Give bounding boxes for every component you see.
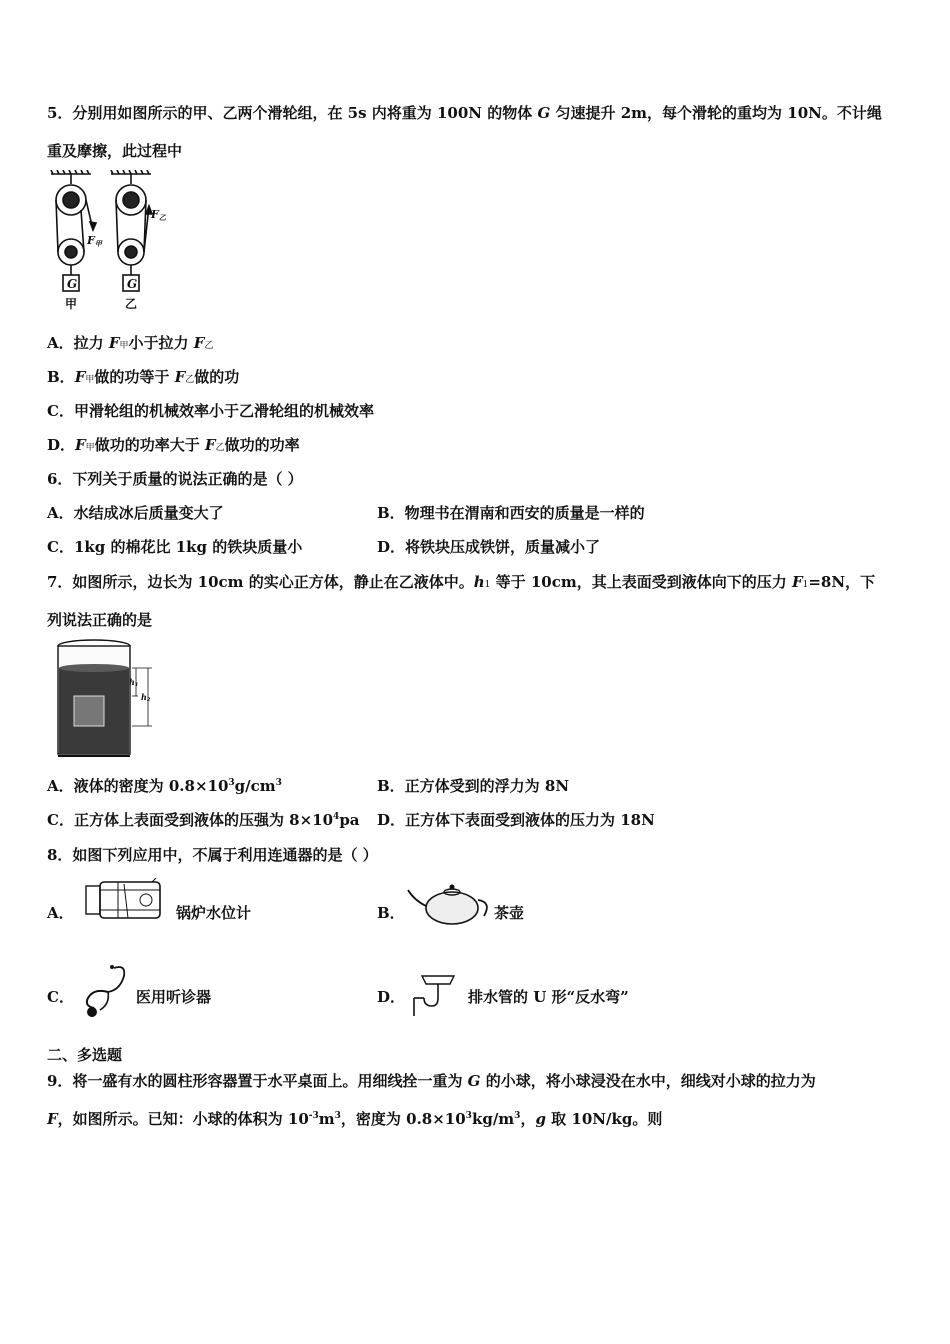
q5-option-a[interactable] bbox=[47, 332, 213, 353]
q9-stem-line1 bbox=[47, 1070, 816, 1091]
q7-text-a: 7．如图所示，边长为 10cm 的实心正方体，静止在乙液体中。 bbox=[47, 573, 474, 591]
q8-option-b-letter[interactable]: B． bbox=[377, 904, 405, 922]
q5-option-c[interactable]: C．甲滑轮组的机械效率小于乙滑轮组的机械效率 bbox=[47, 402, 374, 420]
q7c-exp: 4 bbox=[333, 812, 340, 822]
pulley-jia-group bbox=[51, 170, 96, 291]
boiler-gauge-image bbox=[84, 878, 172, 922]
q7-option-d[interactable]: D．正方体下表面受到液体的压力为 18N bbox=[377, 811, 655, 829]
q7a-mid: g/cm bbox=[234, 777, 276, 795]
q5b-s1: 甲 bbox=[85, 375, 95, 385]
q5a-s2: 乙 bbox=[204, 341, 214, 351]
q5a-f2: F bbox=[193, 334, 205, 352]
q8-option-d-letter[interactable]: D． bbox=[377, 988, 406, 1006]
q5-stem-line1 bbox=[47, 102, 882, 123]
q9-exp1: -3 bbox=[308, 1111, 319, 1121]
label-h1: h1 bbox=[129, 677, 139, 688]
q8-option-b-label: 茶壶 bbox=[494, 904, 525, 922]
q5d-post: 做功的功率 bbox=[224, 436, 300, 454]
q8-option-c-letter[interactable]: C． bbox=[47, 988, 74, 1006]
block-g-jia: G bbox=[67, 277, 78, 291]
q7-container-figure bbox=[52, 638, 162, 760]
q9-text-e: ，密度为 0.8×10 bbox=[340, 1110, 466, 1128]
force-label-jia: F甲 bbox=[87, 234, 102, 248]
q5-var-g: G bbox=[537, 104, 551, 122]
q7-option-c[interactable] bbox=[47, 809, 360, 830]
q9-var-g: G bbox=[467, 1072, 481, 1090]
stethoscope-image bbox=[74, 962, 136, 1020]
q5b-f1: F bbox=[74, 368, 86, 386]
q7-var-h1: h bbox=[473, 573, 485, 591]
q5a-pre: A．拉力 bbox=[47, 334, 109, 352]
q8-stem: 8．如图下列应用中，不属于利用连通器的是（ ） bbox=[47, 846, 378, 864]
block-g-yi: G bbox=[127, 277, 138, 291]
q7-stem-line2: 列说法正确的是 bbox=[47, 611, 153, 629]
teapot-image bbox=[404, 880, 494, 928]
q9-exp2: 3 bbox=[334, 1111, 341, 1121]
q5d-f2: F bbox=[204, 436, 216, 454]
q5d-mid: 做功的功率大于 bbox=[94, 436, 205, 454]
q8-option-d-label: 排水管的 U 形“反水弯” bbox=[468, 988, 629, 1006]
q7c-pre: C．正方体上表面受到液体的压强为 8×10 bbox=[47, 811, 334, 829]
q8-option-c-label: 医用听诊器 bbox=[136, 988, 212, 1006]
q6-option-d[interactable]: D．将铁块压成铁饼，质量减小了 bbox=[377, 538, 601, 556]
q9-text-h: 取 10N/kg。则 bbox=[545, 1110, 663, 1128]
q7-text-b: 等于 10cm，其上表面受到液体向下的压力 bbox=[490, 573, 792, 591]
q7-text-c: =8N，下 bbox=[808, 573, 876, 591]
q7-var-f1: F bbox=[791, 573, 803, 591]
q7c-post: pa bbox=[339, 811, 360, 829]
q7-var-f1-sub: 1 bbox=[802, 580, 809, 590]
drain-trap-image bbox=[404, 970, 464, 1020]
q7-option-a[interactable] bbox=[47, 775, 282, 796]
label-h2: h2 bbox=[141, 692, 151, 703]
q9-exp3: 3 bbox=[465, 1111, 472, 1121]
q9-var-f: F bbox=[47, 1110, 58, 1128]
q5a-f1: F bbox=[108, 334, 120, 352]
q5-text-b: 匀速提升 2m，每个滑轮的重均为 10N。不计绳 bbox=[550, 104, 882, 122]
q9-var-gg: g bbox=[535, 1110, 546, 1128]
q7a-exp: 3 bbox=[228, 778, 235, 788]
q5b-post: 做的功 bbox=[194, 368, 240, 386]
q5-option-d[interactable] bbox=[47, 434, 300, 455]
q5d-s1: 甲 bbox=[85, 443, 95, 453]
q8-option-a-letter[interactable]: A． bbox=[47, 904, 74, 922]
force-label-yi: F乙 bbox=[151, 208, 166, 222]
q6-option-b[interactable]: B．物理书在渭南和西安的质量是一样的 bbox=[377, 504, 645, 522]
q6-option-c[interactable]: C．1kg 的棉花比 1kg 的铁块质量小 bbox=[47, 538, 303, 556]
q5-text-a: 5．分别用如图所示的甲、乙两个滑轮组，在 5s 内将重为 100N 的物体 bbox=[47, 104, 538, 122]
q9-exp4: 3 bbox=[514, 1111, 521, 1121]
q9-text-g: ， bbox=[520, 1110, 536, 1128]
q9-text-c: ，如图所示。已知：小球的体积为 10 bbox=[57, 1110, 309, 1128]
q5d-f1: F bbox=[75, 436, 86, 454]
q9-stem-line2 bbox=[47, 1108, 662, 1129]
q6-stem: 6．下列关于质量的说法正确的是（ ） bbox=[47, 470, 303, 488]
q5-option-b[interactable] bbox=[47, 366, 239, 387]
q7-option-b[interactable]: B．正方体受到的浮力为 8N bbox=[377, 777, 570, 795]
q5b-mid: 做的功等于 bbox=[94, 368, 175, 386]
q5a-mid: 小于拉力 bbox=[128, 334, 194, 352]
q8-option-a-label: 锅炉水位计 bbox=[176, 904, 252, 922]
section-heading: 二、多选题 bbox=[47, 1046, 123, 1064]
pulley-yi-group bbox=[111, 170, 152, 291]
q7-stem-line1 bbox=[47, 571, 875, 592]
label-jia: 甲 bbox=[65, 297, 78, 311]
label-yi: 乙 bbox=[125, 297, 138, 311]
q5d-s2: 乙 bbox=[215, 443, 225, 453]
q6-option-a[interactable]: A．水结成冰后质量变大了 bbox=[47, 504, 224, 522]
q5-pulley-figure bbox=[45, 170, 175, 315]
q5b-f2: F bbox=[174, 368, 186, 386]
q7a-pre: A．液体的密度为 0.8×10 bbox=[47, 777, 229, 795]
q5-stem-line2: 重及摩擦，此过程中 bbox=[47, 142, 183, 160]
q9-text-b: 的小球，将小球浸没在水中，细线对小球的拉力为 bbox=[480, 1072, 816, 1090]
q5d-pre: D． bbox=[47, 436, 76, 454]
q9-text-d: m bbox=[318, 1110, 335, 1128]
q5b-pre: B． bbox=[47, 368, 75, 386]
cube bbox=[74, 696, 104, 726]
q7a-exp2: 3 bbox=[275, 778, 282, 788]
q5b-s2: 乙 bbox=[185, 375, 195, 385]
q9-text-a: 9．将一盛有水的圆柱形容器置于水平桌面上。用细线拴一重为 bbox=[47, 1072, 468, 1090]
q9-text-f: kg/m bbox=[471, 1110, 515, 1128]
q7-var-h1-sub: 1 bbox=[484, 580, 491, 590]
q5a-s1: 甲 bbox=[119, 341, 129, 351]
